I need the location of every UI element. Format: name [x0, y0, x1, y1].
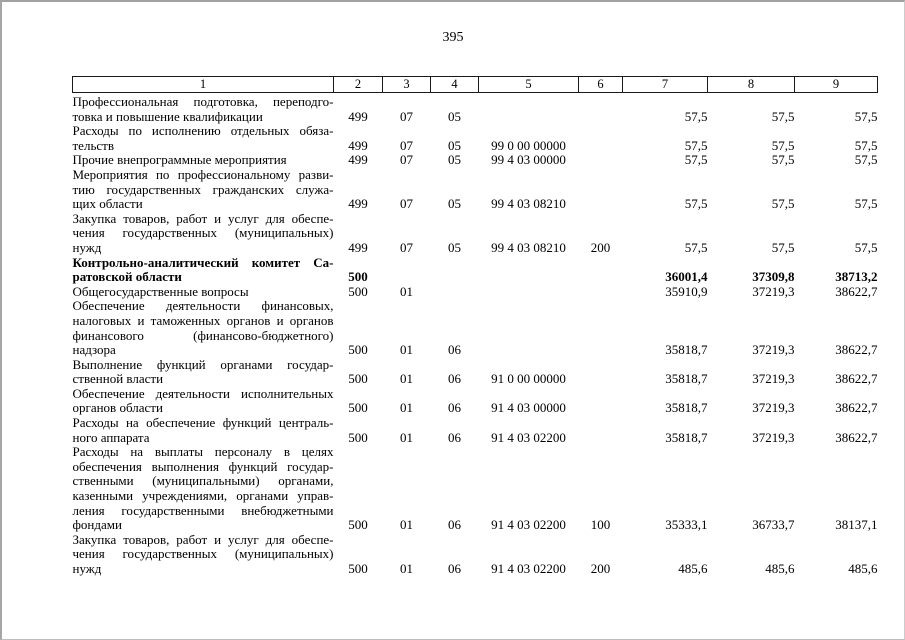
row-amount-col7: 35910,9	[665, 283, 708, 299]
row-code-subsection	[431, 285, 479, 300]
row-name-line: фондами	[72, 517, 122, 533]
row-code-subsection: 05	[448, 239, 461, 255]
row-amount-col7: 57,5	[684, 137, 708, 153]
header-cell-4: 4	[431, 77, 479, 93]
row-code-expense-type	[579, 153, 623, 168]
row-code-target-item: 99 0 00 00000	[491, 137, 566, 153]
row-code-subsection: 06	[448, 371, 461, 387]
row-name-cell	[73, 285, 334, 300]
row-code-expense-type	[579, 299, 623, 357]
row-code-target-item	[479, 93, 579, 125]
row-name-line: органов области	[72, 400, 163, 416]
row-name-line: Прочие внепрограммные мероприятия	[72, 152, 287, 168]
row-code-subsection: 05	[448, 108, 461, 124]
row-code-section: 01	[400, 517, 413, 533]
row-code-grbs: 499	[348, 239, 368, 255]
row-code-grbs: 500	[348, 283, 368, 299]
row-code-target-item: 91 4 03 02200	[491, 561, 566, 576]
row-amount-col8: 37219,3	[752, 283, 795, 299]
row-name-cell	[73, 416, 334, 445]
row-code-subsection: 06	[448, 342, 461, 358]
table-row	[73, 299, 878, 357]
row-name-line: Контрольно-аналитический комитет Са-	[72, 254, 334, 270]
row-code-subsection: 05	[448, 196, 461, 212]
row-code-target-item: 91 4 03 02200	[491, 429, 566, 445]
row-code-target-item: 99 4 03 08210	[491, 239, 566, 255]
row-name-line: обеспечения выполнения функций государ-	[72, 458, 334, 474]
row-code-expense-type	[579, 358, 623, 387]
row-name-line: Профессиональная подготовка, переподго-	[72, 94, 334, 109]
row-name-line: тию государственных гражданских служа-	[72, 181, 334, 197]
row-code-grbs: 500	[348, 429, 368, 445]
row-name-line: Расходы по исполнению отдельных обяза-	[72, 123, 334, 139]
row-code-expense-type	[579, 168, 623, 212]
header-cell-6: 6	[579, 77, 623, 93]
table-row	[73, 168, 878, 212]
row-code-grbs: 500	[348, 517, 368, 533]
row-amount-col8: 37309,8	[752, 269, 795, 285]
row-code-section: 01	[400, 283, 413, 299]
row-name-cell	[73, 358, 334, 387]
row-code-section	[383, 256, 431, 285]
row-amount-col8: 57,5	[771, 239, 795, 255]
header-cell-1: 1	[73, 77, 334, 93]
row-amount-col7: 35818,7	[665, 400, 708, 416]
row-code-section: 07	[400, 239, 413, 255]
row-amount-col7: 57,5	[684, 108, 708, 124]
row-code-subsection: 05	[448, 152, 461, 168]
row-code-target-item: 91 4 03 00000	[491, 400, 566, 416]
header-cell-7: 7	[623, 77, 708, 93]
row-name-line: ного аппарата	[72, 429, 150, 445]
row-amount-col9: 57,5	[854, 137, 878, 153]
header-cell-9: 9	[795, 77, 878, 93]
row-code-expense-type	[579, 256, 623, 285]
row-code-grbs: 500	[348, 269, 368, 285]
row-amount-col7: 35818,7	[665, 429, 708, 445]
row-amount-col7: 36001,4	[665, 269, 708, 285]
row-code-expense-type	[579, 124, 623, 153]
row-code-subsection	[431, 256, 479, 285]
row-name-line: налоговых и таможенных органов и органов	[72, 312, 334, 328]
row-name-line: надзора	[72, 342, 116, 358]
row-name-line: Выполнение функций органами государ-	[72, 356, 334, 372]
row-code-section: 07	[400, 137, 413, 153]
header-cell-3: 3	[383, 77, 431, 93]
row-amount-col9: 38622,7	[835, 371, 878, 387]
page-number: 395	[442, 30, 464, 45]
row-amount-col9: 57,5	[854, 152, 878, 168]
row-code-expense-type	[579, 285, 623, 300]
row-name-cell	[73, 212, 334, 256]
row-name-cell	[73, 299, 334, 357]
row-code-section: 07	[400, 108, 413, 124]
row-amount-col9: 38622,7	[835, 283, 878, 299]
row-amount-col8: 36733,7	[752, 517, 795, 533]
table-row	[73, 256, 878, 285]
row-amount-col8: 57,5	[771, 137, 795, 153]
row-name-line: чения государственных (муниципальных)	[72, 546, 334, 562]
row-name-cell	[73, 387, 334, 416]
row-code-expense-type: 100	[590, 517, 611, 533]
row-amount-col7: 485,6	[678, 561, 708, 576]
row-name-line: Обеспечение деятельности финансовых,	[72, 298, 334, 314]
row-name-line: Мероприятия по профессиональному разви-	[72, 166, 334, 182]
table-body	[73, 93, 878, 577]
row-name-line: чения государственных (муниципальных)	[72, 225, 334, 241]
row-name-cell	[73, 168, 334, 212]
row-name-line: Общегосударственные вопросы	[72, 283, 249, 299]
row-code-target-item	[479, 285, 579, 300]
row-code-section: 07	[400, 152, 413, 168]
row-code-subsection: 05	[448, 137, 461, 153]
row-name-cell	[73, 445, 334, 533]
header-cell-5: 5	[479, 77, 579, 93]
row-amount-col9: 57,5	[854, 239, 878, 255]
row-name-cell	[73, 256, 334, 285]
row-amount-col9: 38622,7	[835, 429, 878, 445]
row-code-grbs: 500	[348, 342, 368, 358]
table-row	[73, 153, 878, 168]
row-code-grbs: 499	[348, 108, 368, 124]
row-name-line: казенными учреждениями, органами управ-	[72, 488, 334, 504]
row-amount-col7: 35818,7	[665, 371, 708, 387]
table-row	[73, 93, 878, 125]
row-code-grbs: 500	[348, 561, 368, 576]
budget-table	[72, 76, 878, 577]
row-amount-col8: 37219,3	[752, 429, 795, 445]
row-name-line: Расходы на обеспечение функций централь-	[72, 415, 334, 431]
table-row	[73, 358, 878, 387]
row-code-section: 01	[400, 561, 413, 576]
row-name-line: финансового (финансово-бюджетного)	[72, 327, 334, 343]
row-code-section: 07	[400, 196, 413, 212]
row-code-expense-type: 200	[590, 239, 611, 255]
row-amount-col7: 57,5	[684, 152, 708, 168]
row-name-line: ратовской области	[72, 269, 182, 285]
row-code-expense-type	[579, 387, 623, 416]
row-amount-col8: 57,5	[771, 196, 795, 212]
row-code-expense-type	[579, 416, 623, 445]
row-amount-col7: 35333,1	[665, 517, 708, 533]
row-name-line: ления государственными внебюджетными	[72, 502, 334, 518]
row-name-line: Закупка товаров, работ и услуг для обеспе-	[72, 210, 334, 226]
table-row	[73, 416, 878, 445]
row-code-grbs: 499	[348, 196, 368, 212]
row-amount-col9: 38622,7	[835, 342, 878, 358]
row-amount-col8: 37219,3	[752, 342, 795, 358]
table-row	[73, 533, 878, 577]
header-cell-2: 2	[334, 77, 383, 93]
row-amount-col7: 57,5	[684, 196, 708, 212]
row-name-line: щих области	[72, 196, 143, 212]
row-amount-col7: 57,5	[684, 239, 708, 255]
row-code-target-item: 91 4 03 02200	[491, 517, 566, 533]
row-name-line: ственной власти	[72, 371, 164, 387]
row-amount-col9: 485,6	[848, 561, 878, 576]
row-name-line: товка и повышение квалификации	[72, 108, 263, 124]
row-name-cell	[73, 93, 334, 125]
row-code-target-item: 91 0 00 00000	[491, 371, 566, 387]
row-amount-col9: 38622,7	[835, 400, 878, 416]
row-code-section: 01	[400, 342, 413, 358]
row-code-grbs: 500	[348, 371, 368, 387]
row-code-target-item: 99 4 03 08210	[491, 196, 566, 212]
row-code-target-item: 99 4 03 00000	[491, 152, 566, 168]
row-amount-col9: 57,5	[854, 108, 878, 124]
row-amount-col8: 57,5	[771, 108, 795, 124]
row-code-target-item	[479, 299, 579, 357]
table-row	[73, 212, 878, 256]
row-code-subsection: 06	[448, 517, 461, 533]
row-name-line: нужд	[72, 561, 102, 576]
row-name-cell	[73, 153, 334, 168]
row-code-grbs: 499	[348, 152, 368, 168]
row-amount-col7: 35818,7	[665, 342, 708, 358]
row-name-line: Расходы на выплаты персоналу в целях	[72, 444, 334, 460]
row-name-cell	[73, 124, 334, 153]
row-code-section: 01	[400, 429, 413, 445]
row-code-expense-type	[579, 93, 623, 125]
row-code-expense-type: 200	[590, 561, 611, 576]
row-code-subsection: 06	[448, 561, 461, 576]
table-row	[73, 445, 878, 533]
row-name-line: ственными (муниципальными) органами,	[72, 473, 334, 489]
row-name-line: нужд	[72, 239, 102, 255]
row-amount-col8: 485,6	[765, 561, 795, 576]
row-code-subsection: 06	[448, 429, 461, 445]
row-name-line: Обеспечение деятельности исполнительных	[72, 385, 334, 401]
row-amount-col9: 38137,1	[835, 517, 878, 533]
row-amount-col8: 37219,3	[752, 371, 795, 387]
row-code-target-item	[479, 256, 579, 285]
table-row	[73, 387, 878, 416]
row-amount-col8: 57,5	[771, 152, 795, 168]
row-amount-col9: 57,5	[854, 196, 878, 212]
row-amount-col9: 38713,2	[835, 269, 878, 285]
row-code-subsection: 06	[448, 400, 461, 416]
table-header-row	[73, 77, 878, 93]
row-code-grbs: 500	[348, 400, 368, 416]
table-row	[73, 285, 878, 300]
row-name-line: тельств	[72, 137, 114, 153]
row-code-grbs: 499	[348, 137, 368, 153]
table-row	[73, 124, 878, 153]
row-name-cell	[73, 533, 334, 577]
row-name-line: Закупка товаров, работ и услуг для обеспе-	[72, 531, 334, 547]
row-code-section: 01	[400, 371, 413, 387]
row-code-section: 01	[400, 400, 413, 416]
header-cell-8: 8	[708, 77, 795, 93]
row-amount-col8: 37219,3	[752, 400, 795, 416]
